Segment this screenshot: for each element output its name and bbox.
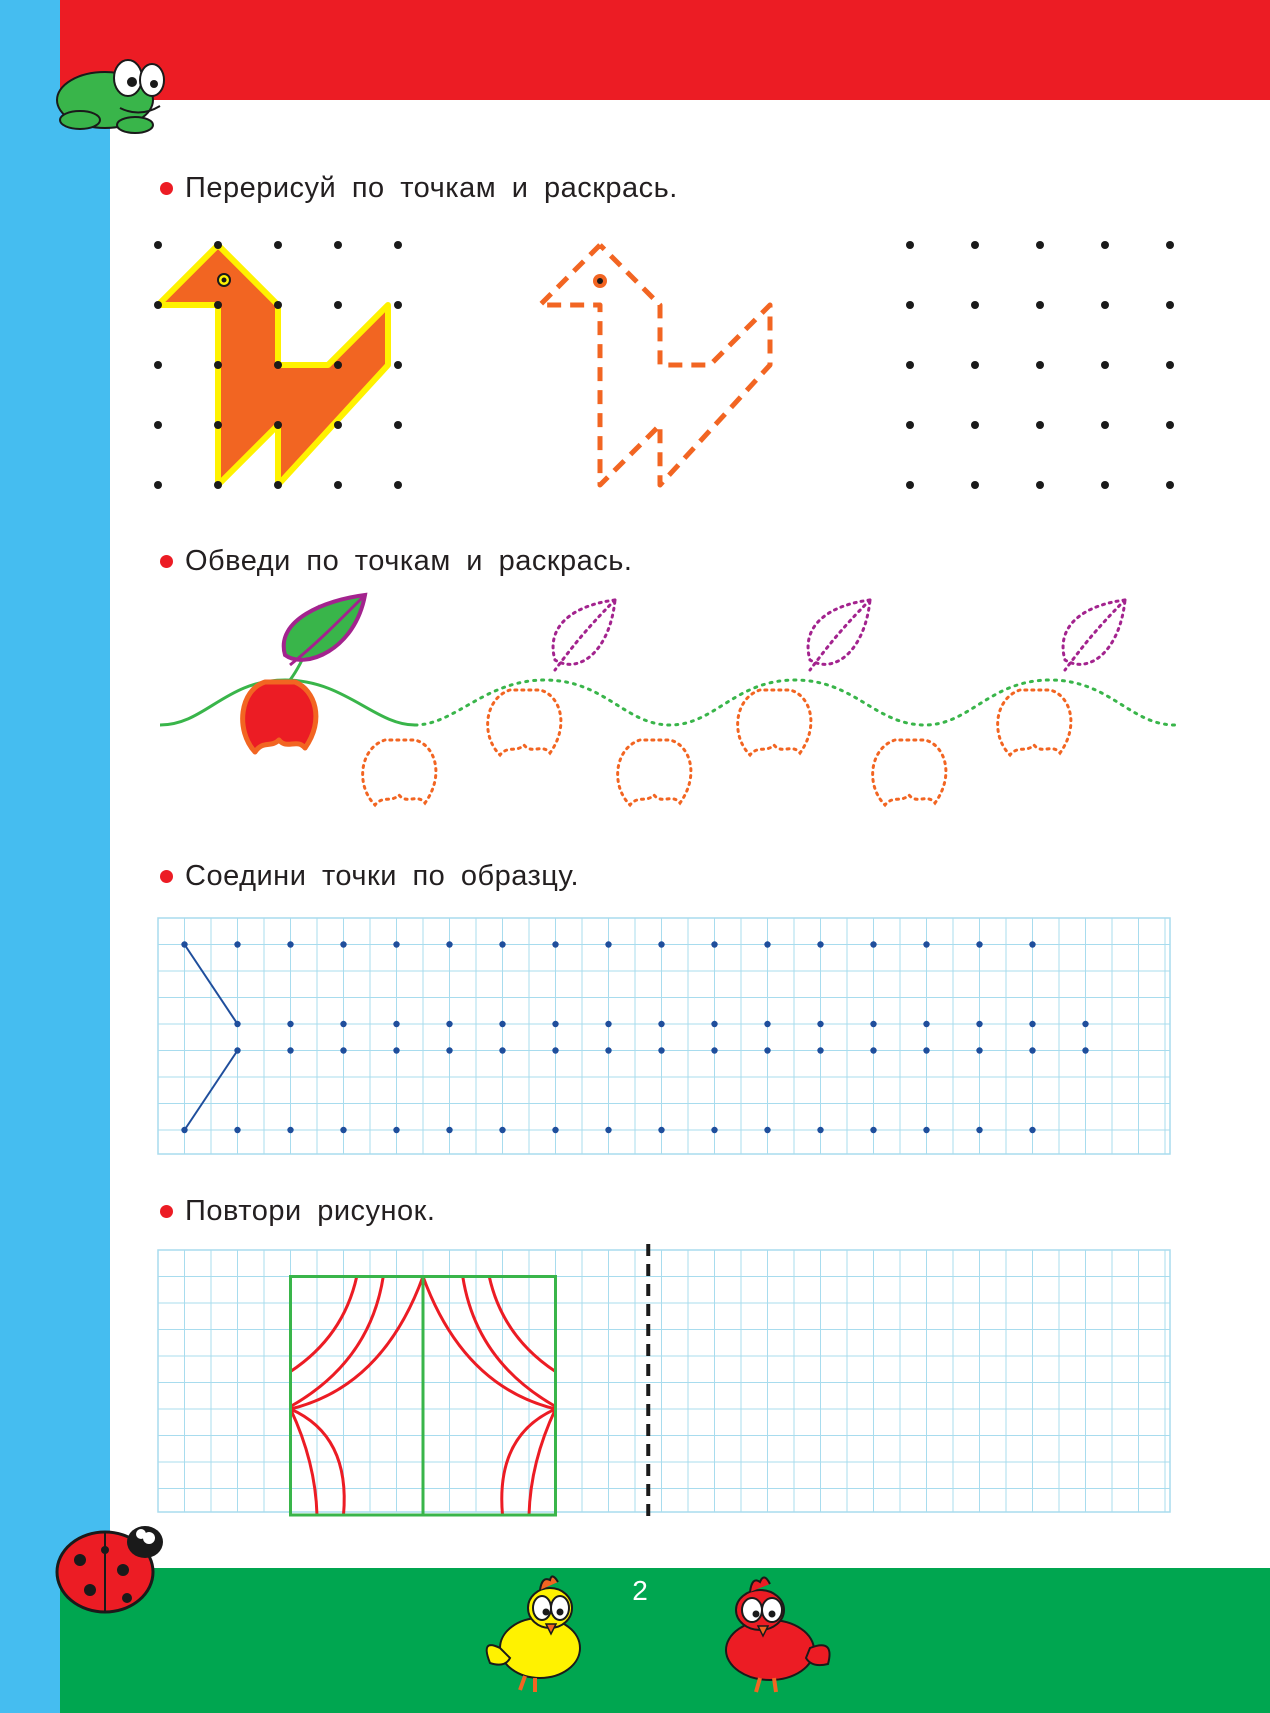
bullet — [160, 182, 173, 195]
yellow-bird-icon — [480, 1568, 610, 1698]
repeat-drawing-grid — [158, 1250, 1170, 1512]
bullet — [160, 555, 173, 568]
red-bird-icon — [700, 1568, 840, 1698]
frog-icon — [40, 30, 170, 140]
task-3 — [160, 860, 579, 893]
grid-lines — [158, 918, 1170, 1154]
bullet — [160, 1205, 173, 1218]
bottom-border — [60, 1568, 1270, 1713]
task-1-text: Перерисуй по точкам и раскрась. — [185, 172, 678, 204]
ladybug-icon — [45, 1510, 175, 1620]
flower-vine — [155, 590, 1175, 820]
dot-grid-bird-sample — [150, 235, 450, 505]
grid-lines — [158, 1250, 1170, 1512]
task-4 — [160, 1195, 435, 1228]
top-border — [60, 0, 1270, 100]
page-number: 2 — [632, 1575, 648, 1606]
empty-dot-grid — [900, 235, 1190, 505]
left-inner-border — [60, 100, 110, 1570]
curtain-sample — [291, 1277, 556, 1516]
task-2-text: Обведи по точкам и раскрась. — [185, 545, 633, 577]
dashed-bird-trace — [530, 235, 810, 505]
connect-dots-grid — [158, 918, 1170, 1154]
task-1 — [160, 172, 678, 205]
task-2 — [160, 545, 632, 578]
task-3-text: Соедини точки по образцу. — [185, 860, 580, 892]
bullet — [160, 870, 173, 883]
task-4-text: Повтори рисунок. — [185, 1195, 436, 1227]
left-border — [0, 0, 60, 1713]
